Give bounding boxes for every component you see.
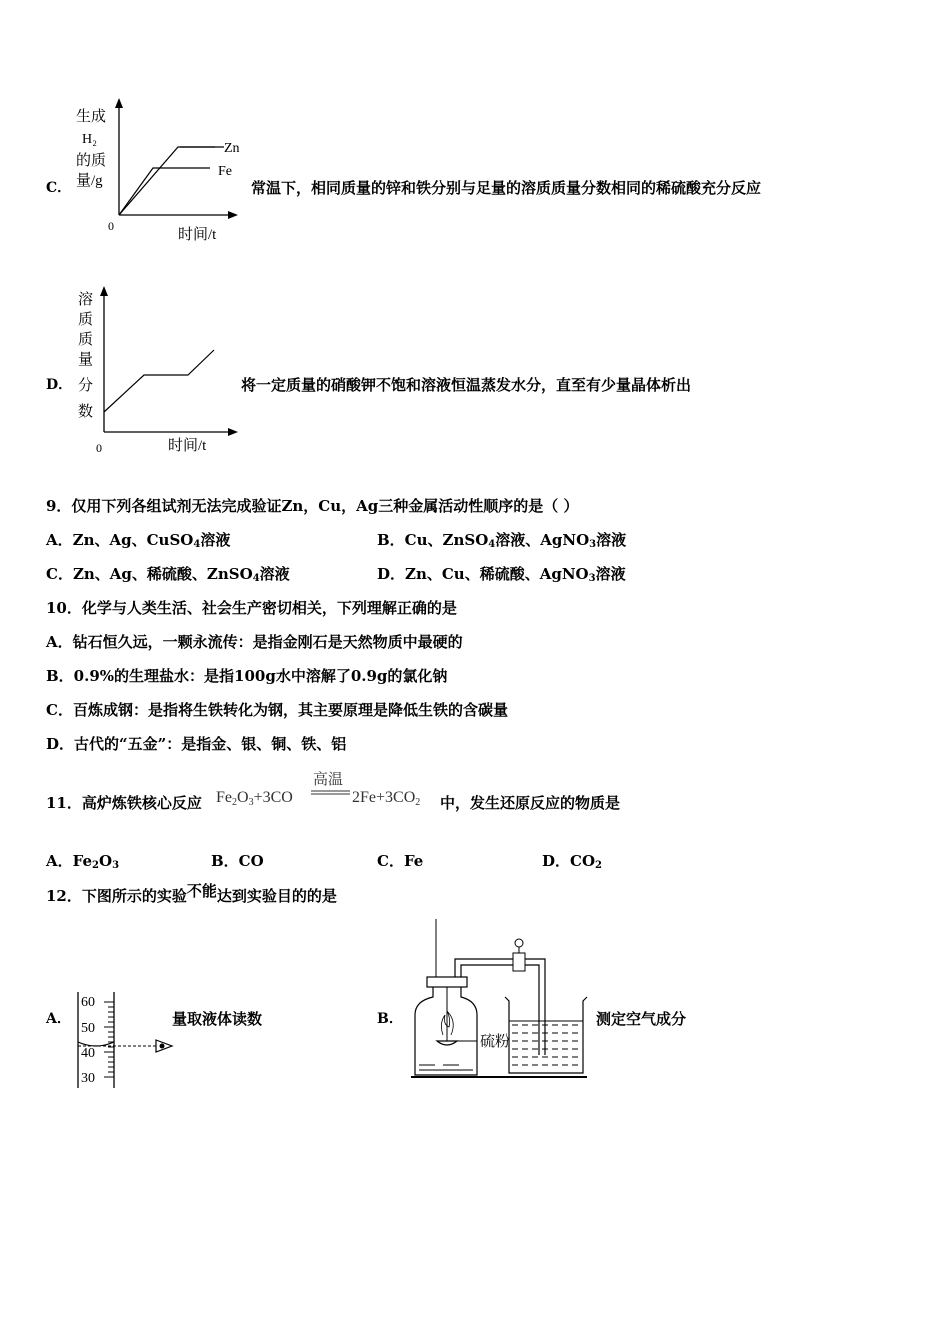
option-d-text: 将一定质量的硝酸钾不饱和溶液恒温蒸发水分，直至有少量晶体析出: [241, 376, 692, 394]
q11-option-d: D．$CO_2$: [542, 852, 602, 871]
graph-d-ylabel-2: 质: [78, 312, 94, 328]
graph-c-fe-line: [119, 168, 210, 215]
graph-c-y-arrow: [115, 98, 123, 108]
q9-option-a: A．Zn、Ag、CuSO$_4$溶液: [46, 531, 231, 550]
q10-option-a: A．钻石恒久远，一颗永流传：是指金刚石是天然物质中最硬的: [46, 633, 463, 651]
graph-c-ylabel-2: H₂: [82, 132, 97, 147]
eq-condition: 高温: [313, 772, 344, 788]
graph-d-ylabel-6: 数: [78, 404, 94, 420]
q11-prefix: 11．高炉炼铁核心反应: [46, 794, 202, 812]
graph-c-x-arrow: [228, 211, 238, 219]
graph-d-ylabel-1: 溶: [78, 292, 94, 308]
graph-c-fe-label: Fe: [218, 164, 232, 179]
q9-option-c: C．Zn、Ag、稀硫酸、ZnSO$_4$溶液: [46, 565, 290, 584]
option-c-text: 常温下，相同质量的锌和铁分别与足量的溶质质量分数相同的稀硫酸充分反应: [251, 179, 762, 197]
svg-text:Fe2O3+3CO: Fe2O3+3CO: [216, 789, 293, 808]
q11-option-b: B．CO: [211, 852, 264, 870]
q12-stem: 12．下图所示的实验不能达到实验目的的是: [46, 882, 337, 905]
eq-rhs: 2Fe+3CO: [352, 789, 416, 806]
q9-stem: 9．仅用下列各组试剂无法完成验证Zn，Cu，Ag三种金属活动性顺序的是（ ）: [46, 497, 579, 515]
q12-option-a-caption: 量取液体读数: [172, 1010, 263, 1028]
q9-option-d: D．Zn、Cu、稀硫酸、AgNO$_3$溶液: [377, 565, 626, 584]
q10-option-c: C．百炼成钢：是指将生铁转化为钢，其主要原理是降低生铁的含碳量: [46, 701, 508, 719]
graph-d-xlabel: 时间/t: [168, 438, 207, 454]
graph-d-ylabel-5: 分: [78, 378, 94, 394]
eq-lhs1: Fe: [216, 789, 232, 806]
graph-d-x-arrow: [228, 428, 238, 436]
graph-c-zn-label: Zn: [224, 141, 240, 156]
graph-d-y-arrow: [100, 286, 108, 296]
gas-jar: [415, 987, 477, 1075]
combustion-spoon: [437, 1041, 457, 1045]
graph-c-zn-line: [119, 147, 215, 215]
option-c-letter: C．: [46, 180, 72, 196]
q11-suffix: 中，发生还原反应的物质是: [440, 794, 621, 812]
q10-stem: 10．化学与人类生活、社会生产密切相关，下列理解正确的是: [46, 599, 457, 617]
option-d-letter: D．: [46, 377, 73, 393]
stopper: [427, 977, 467, 987]
air-composition-apparatus: [405, 915, 595, 1085]
svg-text:2Fe+3CO2: 2Fe+3CO2: [352, 789, 421, 808]
graph-d-curve: [104, 350, 214, 412]
q9-option-b: B．Cu、ZnSO$_4$溶液、AgNO$_3$溶液: [377, 531, 627, 550]
eq-lhs2: +3CO: [253, 789, 293, 806]
graph-h2-mass-vs-time: [70, 95, 250, 245]
q11-option-a: A．$Fe_2O_3$: [46, 852, 120, 871]
graph-d-ylabel-3: 质: [78, 332, 94, 348]
q12-emphasis: 不能: [186, 882, 217, 900]
beaker: [505, 997, 587, 1073]
q12-option-b-caption: 测定空气成分: [596, 1010, 687, 1028]
graph-c-ylabel-1: 生成: [76, 109, 107, 125]
q11-option-c: C．Fe: [377, 852, 424, 870]
q11-equation: [214, 764, 444, 812]
graph-d-ylabel-4: 量: [78, 352, 94, 368]
clamp: [513, 953, 525, 971]
cylinder-mark-40: 40: [81, 1046, 95, 1061]
water-lines: [512, 1025, 581, 1065]
graph-c-ylabel-4: 量/g: [76, 173, 103, 189]
graph-c-xlabel: 时间/t: [178, 227, 217, 243]
cylinder-mark-50: 50: [81, 1021, 95, 1036]
cylinder-mark-60: 60: [81, 995, 95, 1010]
reagent-label: 硫粉: [480, 1034, 511, 1050]
graph-solute-fraction-vs-time: [70, 282, 250, 460]
q12-option-a-letter: A．: [46, 1011, 71, 1027]
graph-d-origin: 0: [96, 441, 102, 455]
graduated-cylinder-figure: [72, 990, 182, 1095]
q10-option-b: B．0.9%的生理盐水：是指100g水中溶解了0.9g的氯化钠: [46, 667, 448, 685]
graph-c-ylabel-3: 的质: [76, 153, 107, 169]
q10-option-d: D．古代的“五金”：是指金、银、铜、铁、铝: [46, 735, 347, 753]
graph-c-origin: 0: [108, 219, 114, 233]
cylinder-mark-30: 30: [81, 1071, 95, 1086]
q12-option-b-letter: B．: [377, 1011, 403, 1027]
